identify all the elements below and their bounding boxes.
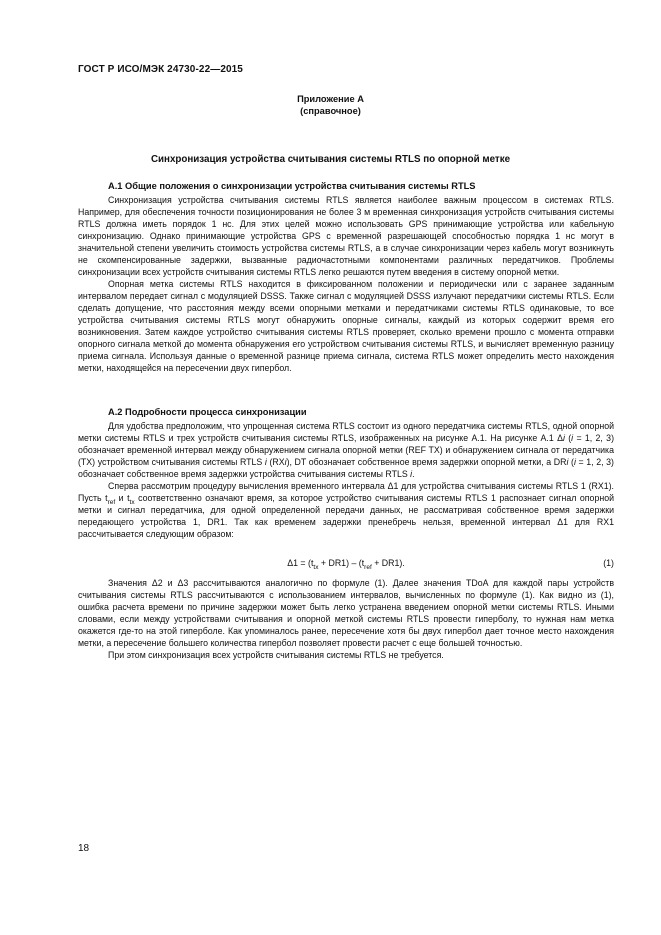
section-a2-body-continued	[78, 577, 614, 661]
page-number: 18	[78, 843, 90, 854]
appendix-subtitle: (справочное)	[300, 106, 361, 116]
paragraph: Значения Δ2 и Δ3 рассчитываются аналогично по формуле (1). Далее значения TDoA для каждой пары устройств считывания системы RTLS рассчитываются с использованием интервалов, вычисленных по формуле (1). Как видно из (1), ошибка расчета времени по причине задержки может быть легко устранена введением опорной метки системы RTLS. Иными словами, если между устройствами считывания и опорной меткой системы RTLS провести гиперболу, то нужная нам метка окажется где-то на этой гиперболе. Как упоминалось ранее, пересечение хотя бы двух гипербол дает точное место нахождения метки, а пересечение большего количества гипербол позволяет провести расчет с еще большей точностью.	[78, 578, 615, 648]
section-a1-body	[78, 194, 614, 374]
document-header: ГОСТ Р ИСО/МЭК 24730-22—2015	[78, 64, 243, 75]
appendix-title: Приложение А	[297, 94, 364, 104]
paragraph: Для удобства предположим, что упрощенная система RTLS состоит из одного передатчика системы RTLS, одной опорной метки системы RTLS и трех устройств считывания системы RTLS, изображенных на рисунке А.1. На рисунке А.1 Δi (i = 1, 2, 3) обозначает временной интервал между обнаружением сигнала опорной метки (REF TX) и обнаружением сигнала от передатчика (TX) устройством считывания системы RTLS i (RXi), DT обозначает собственное время задержки опорной метки, а DRi (i = 1, 2, 3) обозначает собственное время задержки устройства считывания системы RTLS i.	[78, 421, 614, 479]
paragraph: При этом синхронизация всех устройств считывания системы RTLS не требуется.	[108, 650, 444, 660]
section-heading-a2: А.2 Подробности процесса синхронизации	[108, 407, 307, 417]
formula-expression: $\Delta 1 = (t_{tx} + DR1) - (t_{ref} + DR1)$.	[287, 558, 405, 571]
paragraph: Опорная метка системы RTLS находится в фиксированном положении и периодически или с заранее заданным интервалом передает сигнал с модуляцией DSSS. Также сигнал с модуляцией DSSS излучают передатчики системы RTLS. Если сделать допущение, что расстояния между всеми опорными метками и передатчиками системы RTLS одинаковые, то все устройства считывания системы RTLS могут обнаружить опорные сигналы, каждый из которых содержит время его возникновения. Затем каждое устройство считывания системы RTLS проверяет, сколько времени прошло с момента отправки опорного сигнала меткой до момента обнаружения его устройством считывания системы RTLS, и вычисляет временную разницу приема сигнала. Используя данные о временной разнице приема сигнала, система RTLS может определить место нахождения метки, находящейся на пересечении двух гипербол.	[78, 279, 614, 373]
formula-1	[78, 558, 614, 572]
formula-number: (1)	[603, 558, 614, 568]
section-a2-body	[78, 420, 614, 540]
appendix-heading: Синхронизация устройства считывания системы RTLS по опорной метке	[150, 154, 511, 165]
paragraph: Сперва рассмотрим процедуру вычисления временного интервала Δ1 для устройства считывания системы RTLS 1 (RX1). Пусть $t_{ref}$ и $t_{tx}$ соответственно означают время, за которое устройство считывания системы RTLS 1 распознает сигнал опорной метки и сигнал передатчика, для одной определенной передачи данных, не рассматривая собственное время задержки передающего устройства 1, DR1. Так как временем задержки пренебречь нельзя, временной интервал Δ1 для RX1 рассчитывается следующим образом:	[78, 481, 615, 539]
section-heading-a1: А.1 Общие положения о синхронизации устройства считывания системы RTLS	[108, 181, 476, 191]
paragraph: Синхронизация устройства считывания системы RTLS является наиболее важным процессом в системах RTLS. Например, для обеспечения точности позиционирования не более 3 м временная синхронизация устройств считывания системы RTLS должна иметь порядок 1 нс. Для этих целей можно использовать GPS принимающие устройства или кабельную синхронизацию. Однако принимающие устройства GPS с временной разрешающей способностью порядка 1 нс могут в значительной степени увеличить стоимость устройства системы RTLS, а в случае синхронизации через кабель могут возникнуть не скомпенсированные задержки, вызванные радиочастотными компонентами различных передатчиков. Проблемы синхронизации всех устройств считывания системы RTLS легко решаются путем введения в систему опорной метки.	[78, 195, 614, 277]
